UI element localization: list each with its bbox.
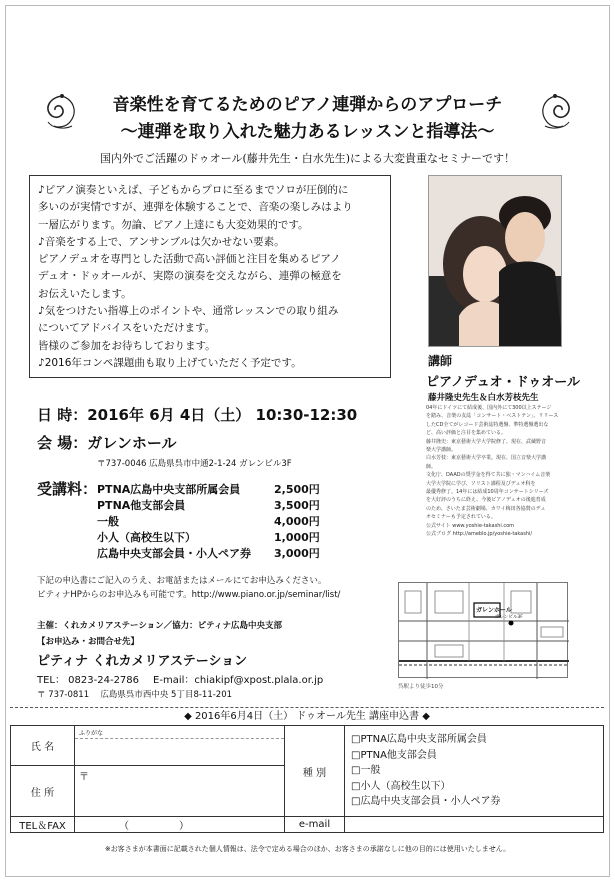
category-label-cell (285, 726, 345, 817)
map-hall-label: ガレンホール (476, 607, 512, 614)
form-title: ◆ 2016年6月4日（土） ドゥオール先生 講座申込書 ◆ (10, 707, 604, 723)
tel-label: TEL＆FAX (19, 821, 66, 832)
category-option[interactable]: □PTNA他支部会員 (351, 749, 437, 761)
postal-mark: 〒 (79, 772, 89, 783)
fee-row (97, 513, 320, 529)
bio-line: 公式ブログ http://ameblo.jp/yoshie-takashi/ (426, 531, 533, 538)
lecturer-photo (428, 175, 562, 347)
name-label-cell (11, 726, 75, 766)
bio-line: のため、さいたま芸術劇場、カワイ梅田各協賛のデュ (426, 505, 546, 512)
bio-line: 藤井隆史：東京藝術大学大学院修了。現在、武蔵野音 (426, 438, 547, 445)
bio-line: 師。 (426, 463, 437, 470)
intro-line: ♪気をつけたい指導上のポイントや、通常レッスンでの取り組み (38, 305, 339, 318)
venue-value: ガレンホール (87, 434, 177, 452)
name-field[interactable] (75, 726, 285, 766)
intro-line: ピアノデュオを専門とした活動で高い評価と注目を集めるピアノ (38, 253, 341, 266)
fee-name: PTNA他支部会員 (97, 499, 186, 512)
fee-price: 3,000円 (274, 547, 320, 560)
fee-name: 広島中央支部会員・小人ペア券 (97, 547, 251, 560)
fee-row (97, 497, 320, 513)
venue-label: 会 場： (37, 434, 88, 452)
category-option[interactable]: □一般 (351, 765, 381, 777)
contact-tel: TEL： 0823-24-2786 (37, 675, 140, 686)
website-note: ピティナHPからのお申込みも可能です。http://www.piano.or.jp/seminar/list/ (37, 590, 341, 600)
fee-row (97, 529, 320, 545)
intro-line: お伝えいたします。 (38, 287, 132, 300)
tel-field[interactable] (75, 817, 285, 833)
category-option[interactable]: □広島中央支部会員・小人ペア券 (351, 796, 501, 808)
intro-line: 多いのが実情ですが、連弾を体験することで、音楽の楽しみはより (38, 201, 353, 214)
bio-line: したCD全てがレコード芸術誌特選盤、準特選盤選出な (426, 421, 549, 428)
furigana-label: ふりがな (75, 726, 284, 739)
tel-paren: （ ） (119, 821, 189, 832)
fee-name: 一般 (97, 515, 119, 528)
intro-line: ♪2016年コンペ課題曲も取り上げていただく予定です。 (38, 356, 302, 369)
contact-address: 〒 737-0811 広島県呉市西中央 5丁目8-11-201 (37, 690, 233, 700)
intro-line: 皆様のご参加をお待ちしております。 (38, 339, 216, 352)
application-form (10, 725, 604, 833)
main-subtitle-title: ～連弾を取り入れた魅力あるレッスンと指導法～ (120, 122, 495, 142)
contact-tel-email (37, 671, 323, 686)
address-field[interactable] (75, 766, 285, 817)
email-label: e-mail (298, 819, 331, 830)
category-label: 種 別 (302, 767, 327, 779)
fee-name: 小人（高校生以下） (97, 531, 196, 544)
bio-line: 04年にドイツにて結成後、国内外にて300以上ステージ (426, 405, 552, 411)
event-date (37, 404, 357, 425)
lecturer-name: ピアノデュオ・ドゥオール (426, 375, 580, 390)
map-caption: 呉駅より徒歩10分 (398, 684, 444, 690)
address-label: 住 所 (30, 787, 55, 799)
bio-line: を大好評のうちに終え、今後ピアノデュオの後進育成 (426, 497, 546, 504)
intro-line: デュオ・ドゥオールが、実際の演奏を交えながら、連弾の極意を (38, 270, 342, 283)
event-venue (37, 432, 177, 453)
contact-heading: 【お申込み・お問合せ先】 (37, 637, 140, 647)
privacy-footnote: ※お客さまが本書面に記載された個人情報は、法令で定める場合のほか、お客さまの承諾なしに他の目的には使用いたしません。 (104, 845, 511, 853)
category-option[interactable]: □小人（高校生以下） (351, 780, 451, 792)
application-note: 下記の申込書にご記入のうえ、お電話またはメールにてお申込みください。 (37, 576, 327, 586)
email-label-cell (285, 817, 345, 833)
fee-price: 2,500円 (274, 483, 320, 496)
category-option[interactable]: □PTNA広島中央支部所属会員 (351, 734, 487, 746)
bio-line: 公式サイト www.yoshie-takashi.com (426, 522, 515, 529)
venue-map (398, 582, 568, 678)
category-options (345, 726, 604, 817)
bio-line: 文化庁、DAADの奨学金を得て共に独・マンハイム音楽 (426, 472, 551, 479)
intro-line: 一層広がります。勿論、ピアノ上達にも大変効果的です。 (38, 218, 309, 231)
address-label-cell (11, 766, 75, 817)
bio-line: 最優秀修了。14年には結成10周年コンサートシリーズ (426, 489, 549, 496)
bio-line: を踏み、音楽の友誌「コンサート・ベストテン」、リリース (426, 413, 559, 420)
name-label: 氏 名 (30, 742, 55, 753)
tagline: 国内外でご活躍のドゥオール(藤井先生・白水先生)による大変貴重なセミナーです！ (99, 152, 516, 165)
intro-box (29, 175, 391, 378)
bio-line: オセミナーも予定されている。 (426, 514, 496, 521)
lecturer-role: 講師 (428, 354, 453, 368)
intro-line: ♪ピアノ演奏といえば、子どもからプロに至るまでソロが圧倒的に (38, 184, 349, 196)
date-label: 日 時： (37, 406, 88, 424)
tel-label-cell (11, 817, 75, 833)
lecturer-members: 藤井隆史先生＆白水芳枝先生 (428, 393, 539, 403)
lecturer-bio (426, 404, 578, 539)
intro-line: ♪音楽をする上で、アンサンブルは欠かせない要素。 (38, 235, 285, 248)
date-value: 2016年 6月 4日（土） 10:30-12:30 (87, 406, 358, 424)
fee-price: 3,500円 (274, 499, 320, 512)
fee-label: 受講料： (37, 480, 98, 498)
email-field[interactable] (345, 817, 604, 833)
fee-name: PTNA広島中央支部所属会員 (97, 483, 241, 496)
bio-line: 大学大学院に学び、ソリスト課程及びデュオ科を (426, 480, 536, 487)
contact-organization: ピティナ くれカメリアステーション (37, 654, 248, 669)
bio-line: ど、高い評価と注目を集めている。 (426, 430, 507, 437)
sponsor: 主催：くれカメリアステーション／協力：ピティナ広島中央支部 (37, 621, 282, 631)
fee-row (97, 545, 320, 561)
contact-email[interactable]: E-mail：chiakipf@xpost.plala.or.jp (153, 675, 324, 686)
bio-line: 楽大学講師。 (426, 447, 457, 454)
intro-line: についてアドバイスをいただけます。 (38, 322, 216, 335)
venue-address: 〒737-0046 広島県呉市中通2-1-24 ガレンビル3F (97, 459, 292, 469)
fee-price: 1,000円 (274, 531, 320, 544)
bio-line: 白水芳枝：東京藝術大学卒業。現在、国立音楽大学講 (426, 455, 547, 462)
main-title: 音楽性を育てるためのピアノ連弾からのアプローチ (112, 95, 503, 115)
fee-row (97, 481, 320, 497)
fee-price: 4,000円 (274, 515, 320, 528)
map-building-label: ガレンビル3F (495, 615, 523, 620)
